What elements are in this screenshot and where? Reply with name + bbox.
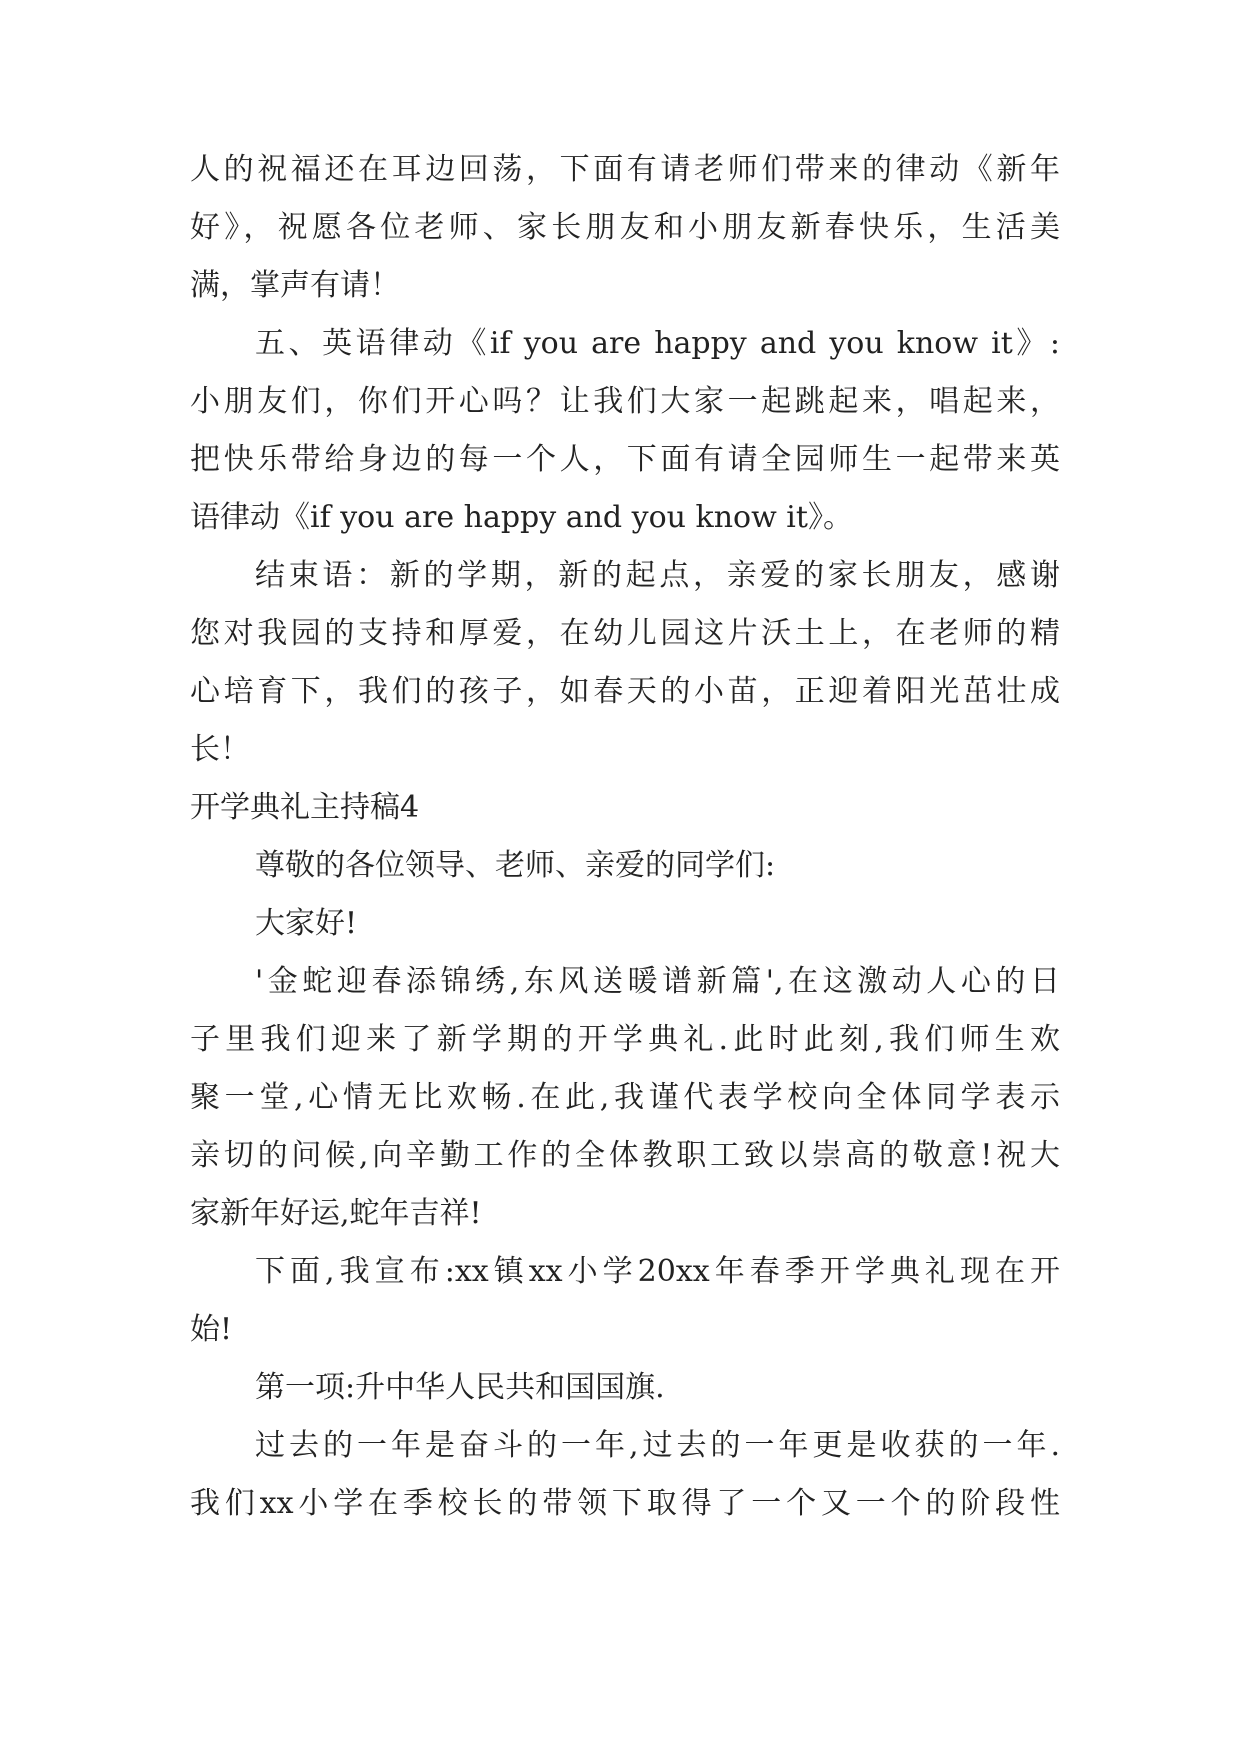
text-line: 结束语：新的学期，新的起点，亲爱的家长朋友，感谢 [255,558,1060,593]
text-line: 好》，祝愿各位老师、家长朋友和小朋友新春快乐，生活美 [190,210,1060,245]
text-line: 心培育下，我们的孩子，如春天的小苗，正迎着阳光茁壮成 [190,674,1060,709]
text-line: 聚一堂,心情无比欢畅.在此,我谨代表学校向全体同学表示 [190,1080,1060,1115]
text-line: 把快乐带给身边的每一个人，下面有请全园师生一起带来英 [190,442,1060,477]
greeting: 大家好! [255,906,358,941]
text-line: 人的祝福还在耳边回荡，下面有请老师们带来的律动《新年 [190,152,1060,187]
text-line: 家新年好运,蛇年吉祥! [190,1196,482,1231]
document-heading: 开学典礼主持稿4 [190,790,420,825]
text-line: 满，掌声有请！ [190,268,400,303]
text-line: 语律动《if you are happy and you know it》。 [190,500,853,535]
text-line: 亲切的问候,向辛勤工作的全体教职工致以崇高的敬意!祝大 [190,1138,1060,1173]
text-line: 小朋友们，你们开心吗？让我们大家一起跳起来，唱起来， [190,384,1060,419]
text-line: '金蛇迎春添锦绣,东风送暖谱新篇',在这激动人心的日 [255,964,1060,999]
text-line: 下面,我宣布:xx镇xx小学20xx年春季开学典礼现在开 [255,1254,1060,1289]
section-heading: 五、英语律动《if you are happy and you know it》: [255,326,1060,361]
text-line: 子里我们迎来了新学期的开学典礼.此时此刻,我们师生欢 [190,1022,1060,1057]
text-line: 我们xx小学在季校长的带领下取得了一个又一个的阶段性 [190,1486,1060,1521]
text-line: 您对我园的支持和厚爱，在幼儿园这片沃土上，在老师的精 [190,616,1060,651]
text-line: 长！ [190,732,250,767]
text-line: 始! [190,1312,233,1347]
salutation: 尊敬的各位领导、老师、亲爱的同学们: [255,848,776,883]
text-line: 第一项:升中华人民共和国国旗. [255,1370,665,1405]
text-line: 过去的一年是奋斗的一年,过去的一年更是收获的一年. [255,1428,1060,1463]
